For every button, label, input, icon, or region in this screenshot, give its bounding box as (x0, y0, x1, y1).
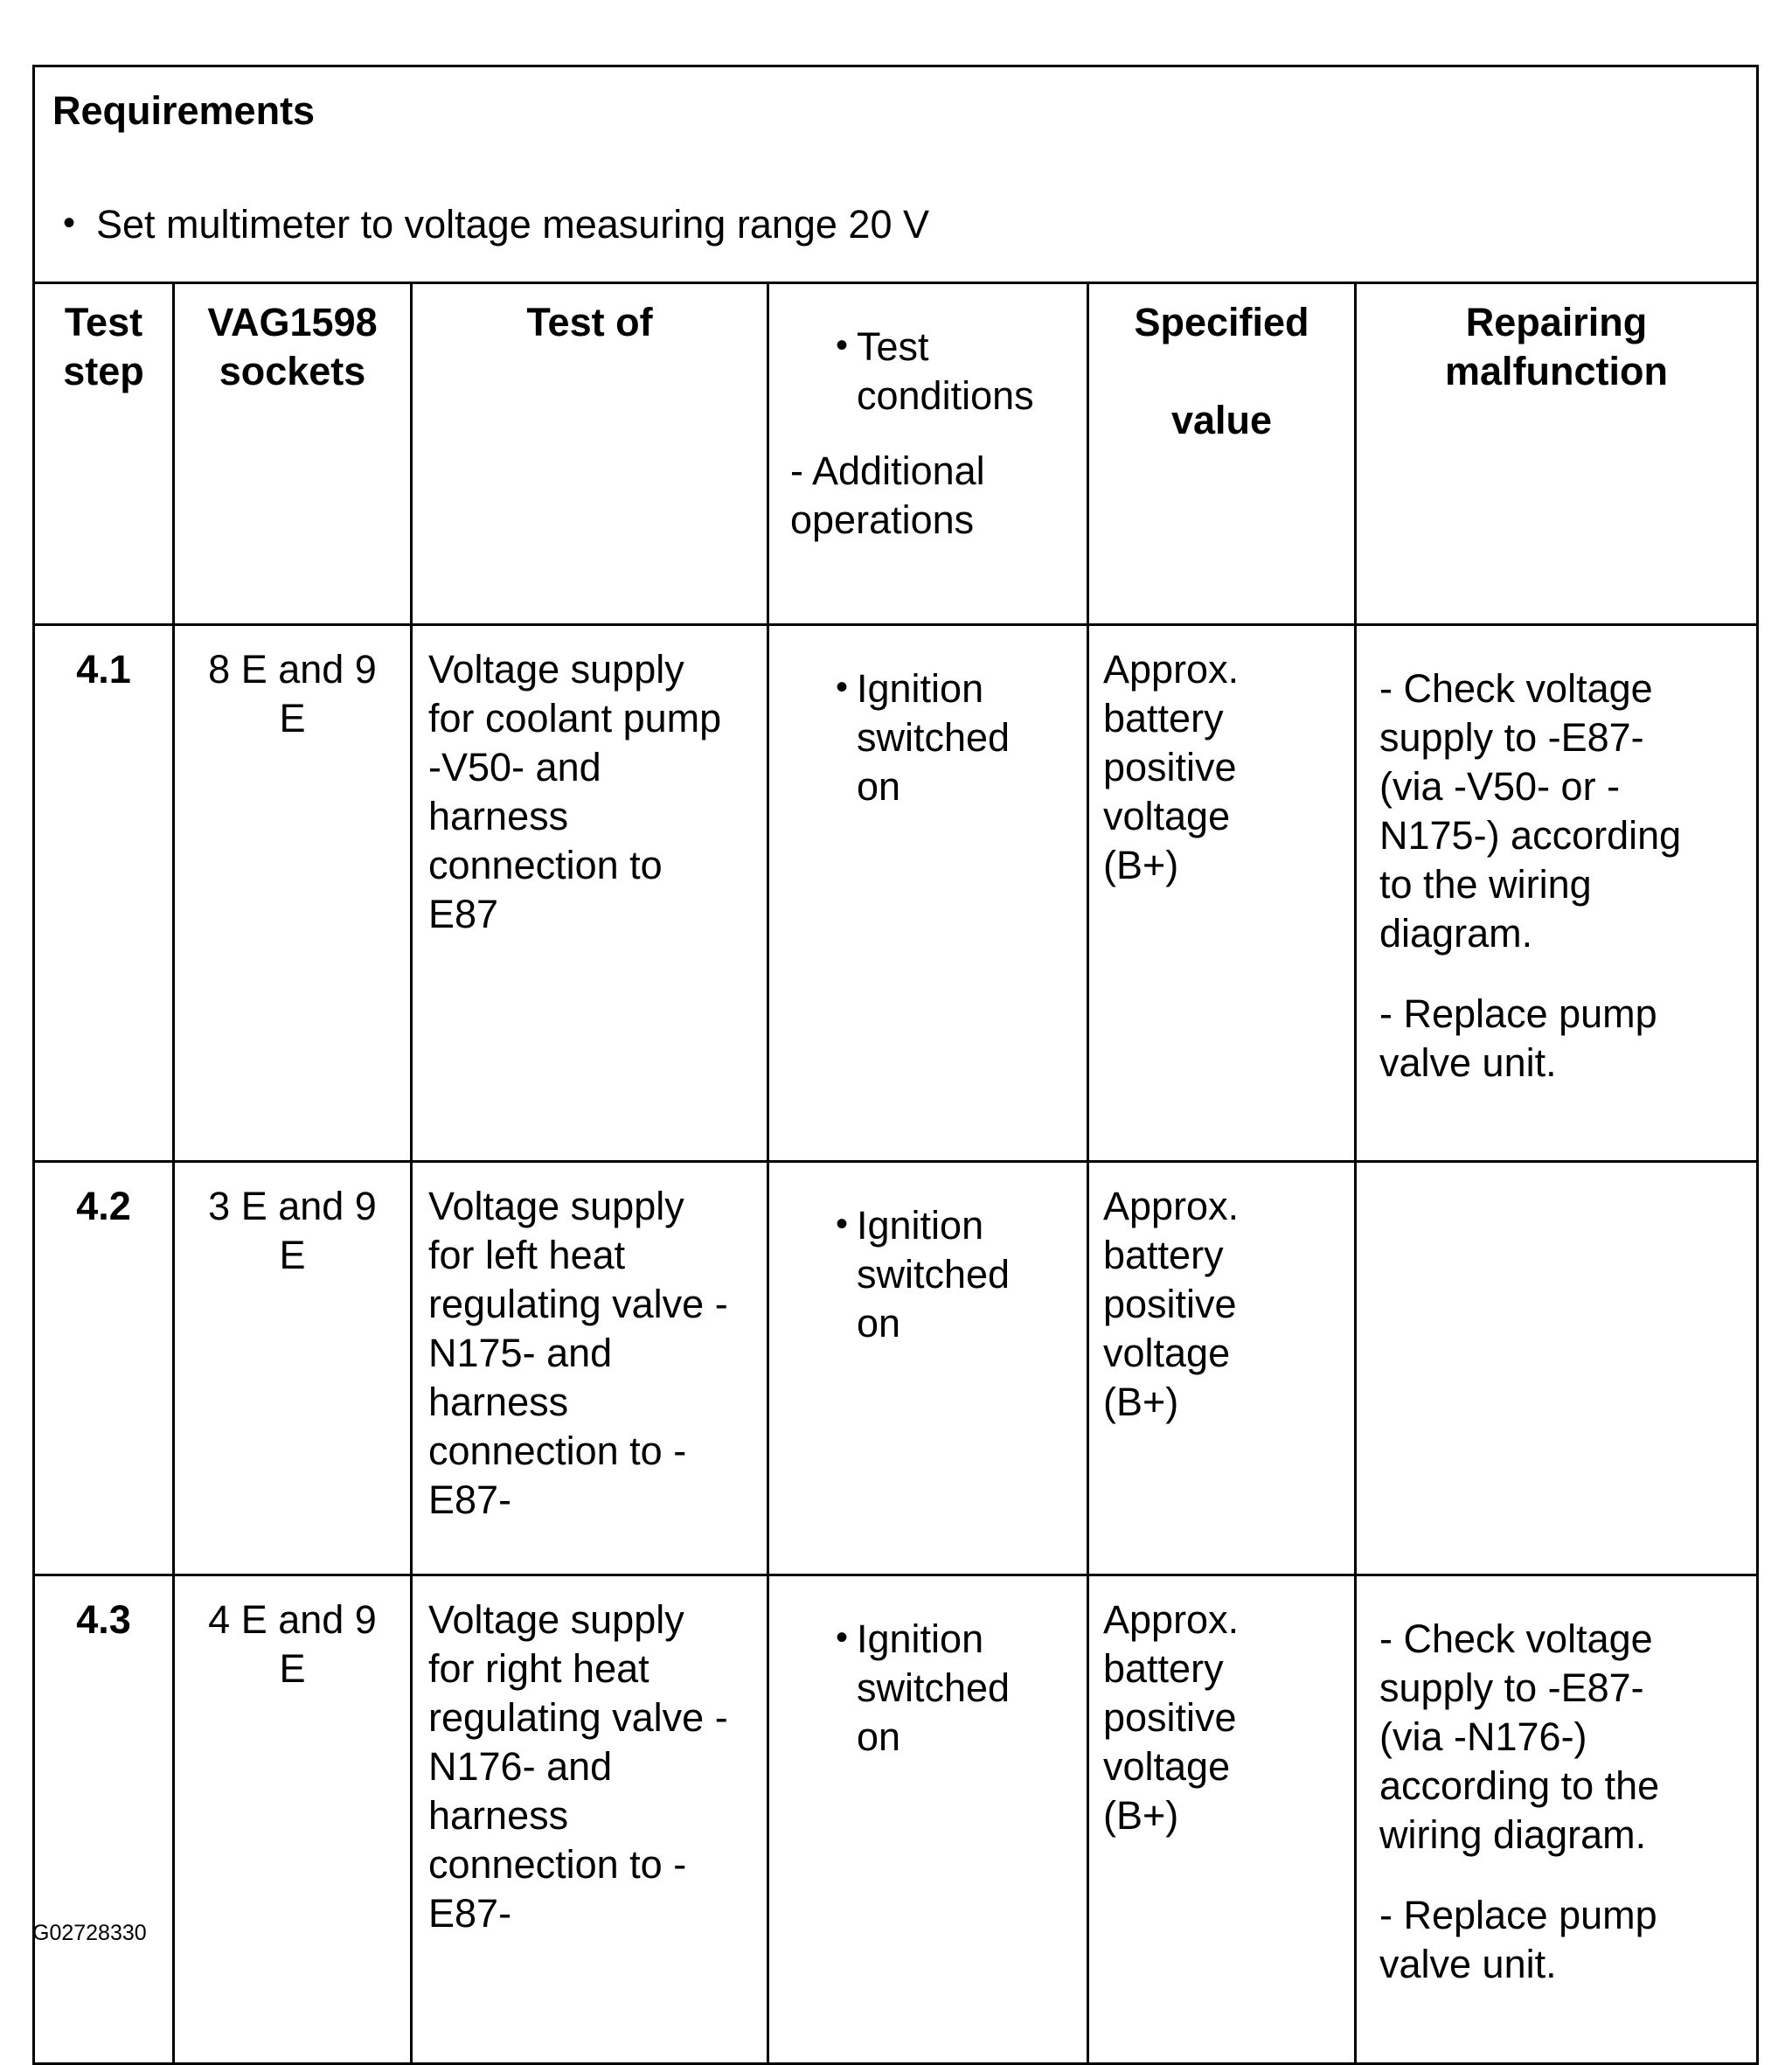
bullet-icon: • (836, 326, 849, 365)
header-test-step-label: Test step (63, 300, 144, 393)
condition-cell (768, 1162, 1088, 1575)
header-test-of-label: Test of (526, 300, 653, 344)
bullet-icon: • (836, 668, 849, 706)
specified-cell: Approx. battery positive voltage (B+) (1088, 625, 1356, 1162)
figure-id: G02728330 (32, 1921, 147, 1945)
sockets-cell: 3 E and 9 E (174, 1162, 412, 1575)
requirements-row (34, 66, 1758, 283)
repair-cell (1356, 625, 1758, 1162)
repair-cell (1356, 1162, 1758, 1575)
condition-text: Ignition switched on (857, 666, 1011, 809)
bullet-icon: • (836, 1205, 849, 1243)
sockets-cell: 8 E and 9 E (174, 625, 412, 1162)
repair-cell (1356, 1575, 1758, 2064)
repair-step-1: - Check voltage supply to -E87- (via -N176-) according to the wiring diagram. (1379, 1617, 1660, 1857)
header-conditions (768, 283, 1088, 625)
condition-cell (768, 625, 1088, 1162)
header-conditions-item (790, 323, 1078, 421)
condition-text: Ignition switched on (857, 1203, 1011, 1345)
condition-item (790, 664, 1078, 811)
table-row (34, 625, 1758, 1162)
header-sockets-label: VAG1598 sockets (207, 300, 378, 393)
header-test-of (412, 283, 768, 625)
header-specified-label: Specified value (1134, 300, 1309, 442)
header-specified (1088, 283, 1356, 625)
step-cell: 4.2 (34, 1162, 174, 1575)
requirement-item (52, 200, 1739, 249)
header-repairing (1356, 283, 1758, 625)
requirement-text: Set multimeter to voltage measuring range 20 V (96, 202, 929, 247)
header-conditions-sub: - Additional operations (790, 448, 985, 542)
specified-cell: Approx. battery positive voltage (B+) (1088, 1162, 1356, 1575)
condition-item (790, 1201, 1078, 1348)
condition-item (790, 1615, 1078, 1762)
test-of-cell: Voltage supply for coolant pump -V50- and harness connection to E87 (412, 625, 768, 1162)
table-row (34, 1162, 1758, 1575)
table-row (34, 1575, 1758, 2064)
header-repairing-label: Repairing malfunction (1445, 300, 1669, 393)
step-cell: 4.1 (34, 625, 174, 1162)
bullet-icon: • (63, 204, 76, 242)
header-row (34, 283, 1758, 625)
condition-text: Ignition switched on (857, 1617, 1011, 1759)
requirements-cell (34, 66, 1758, 283)
requirements-title: Requirements (52, 88, 316, 133)
specified-cell: Approx. battery positive voltage (B+) (1088, 1575, 1356, 2064)
condition-cell (768, 1575, 1088, 2064)
repair-step-2: - Replace pump valve unit. (1379, 1893, 1657, 1986)
header-sockets (174, 283, 412, 625)
bullet-icon: • (836, 1618, 849, 1657)
repair-step-1: - Check voltage supply to -E87- (via -V50- or - N175-) according to the wiring diagram. (1379, 666, 1682, 956)
test-table (32, 65, 1759, 2065)
sockets-cell: 4 E and 9 E (174, 1575, 412, 2064)
repair-step-2: - Replace pump valve unit. (1379, 991, 1657, 1085)
test-of-cell: Voltage supply for right heat regulating valve - N176- and harness connection to - E87- (412, 1575, 768, 2064)
step-cell: 4.3 (34, 1575, 174, 2064)
test-of-cell: Voltage supply for left heat regulating valve - N175- and harness connection to - E87- (412, 1162, 768, 1575)
header-test-step (34, 283, 174, 625)
header-conditions-label: Test conditions (857, 324, 1034, 418)
